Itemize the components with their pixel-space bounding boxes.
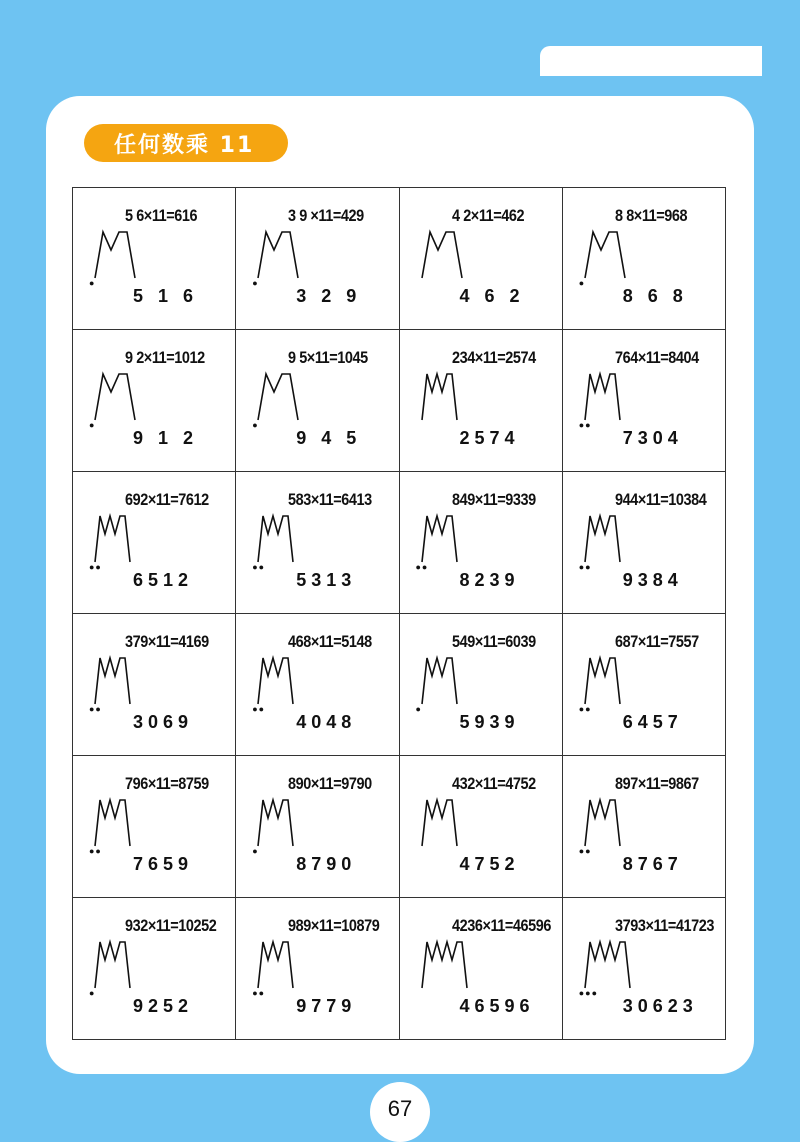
equation-text: 687×11=7557 bbox=[614, 632, 699, 651]
carry-dots: ●● bbox=[578, 562, 592, 572]
example-cell bbox=[236, 330, 399, 472]
result-digits: 8790 bbox=[296, 854, 357, 874]
carry-dots: ● bbox=[578, 278, 586, 288]
equation-text: 549×11=6039 bbox=[451, 632, 536, 651]
result-digits: 5 1 6 bbox=[133, 286, 199, 306]
equation-text: 692×11=7612 bbox=[125, 490, 209, 509]
grid-row bbox=[73, 472, 726, 614]
result-digits: 4048 bbox=[296, 712, 357, 732]
carry-dots: ●●● bbox=[578, 988, 599, 998]
page-number: 67 bbox=[370, 1082, 430, 1142]
carry-dots: ●● bbox=[578, 846, 592, 856]
equation-text: 944×11=10384 bbox=[614, 490, 707, 509]
example-cell bbox=[399, 756, 562, 898]
carry-dots: ● bbox=[252, 420, 259, 430]
zigzag-diagram bbox=[254, 654, 314, 706]
zigzag-diagram bbox=[581, 228, 643, 280]
result-digits: 30623 bbox=[622, 996, 698, 1016]
zigzag-diagram bbox=[581, 370, 641, 422]
carry-dots: ●● bbox=[89, 704, 102, 714]
result-digits: 2574 bbox=[459, 428, 520, 448]
zigzag-diagram bbox=[581, 654, 641, 706]
example-cell bbox=[399, 188, 562, 330]
equation-text: 4 2×11=462 bbox=[451, 206, 524, 225]
result-digits: 8 6 8 bbox=[622, 286, 688, 306]
carry-dots: ● bbox=[89, 988, 96, 998]
equation-text: 897×11=9867 bbox=[614, 774, 699, 793]
top-tab bbox=[540, 46, 762, 76]
result-digits: 4752 bbox=[459, 854, 520, 874]
carry-dots: ●● bbox=[89, 846, 102, 856]
example-cell bbox=[236, 472, 399, 614]
equation-text: 989×11=10879 bbox=[288, 916, 380, 935]
example-cell bbox=[562, 472, 725, 614]
grid-row bbox=[73, 330, 726, 472]
zigzag-diagram bbox=[91, 796, 151, 848]
example-cell bbox=[73, 898, 236, 1040]
equation-text: 3793×11=41723 bbox=[614, 916, 714, 935]
result-digits: 3 2 9 bbox=[296, 286, 362, 306]
example-cell bbox=[236, 756, 399, 898]
result-digits: 6512 bbox=[133, 570, 194, 590]
carry-dots: ●● bbox=[415, 562, 429, 572]
equation-text: 849×11=9339 bbox=[451, 490, 536, 509]
example-cell bbox=[236, 188, 399, 330]
example-cell bbox=[73, 614, 236, 756]
zigzag-diagram bbox=[418, 654, 478, 706]
grid-row bbox=[73, 614, 726, 756]
equation-text: 8 8×11=968 bbox=[614, 206, 687, 225]
equation-text: 5 6×11=616 bbox=[125, 206, 198, 225]
example-cell bbox=[562, 188, 725, 330]
equation-text: 3 9 ×11=429 bbox=[288, 206, 364, 225]
example-cell bbox=[73, 188, 236, 330]
zigzag-diagram bbox=[418, 512, 478, 564]
zigzag-diagram bbox=[91, 228, 153, 280]
zigzag-diagram bbox=[91, 370, 153, 422]
example-cell bbox=[399, 330, 562, 472]
zigzag-diagram bbox=[91, 654, 151, 706]
zigzag-diagram bbox=[91, 512, 151, 564]
result-digits: 9252 bbox=[133, 996, 194, 1016]
example-cell bbox=[73, 472, 236, 614]
example-cell bbox=[73, 756, 236, 898]
carry-dots: ● bbox=[252, 846, 259, 856]
carry-dots: ●● bbox=[252, 562, 266, 572]
result-digits: 7304 bbox=[622, 428, 683, 448]
equation-text: 764×11=8404 bbox=[614, 348, 699, 367]
result-digits: 4 6 2 bbox=[459, 286, 525, 306]
result-digits: 5313 bbox=[296, 570, 357, 590]
carry-dots: ● bbox=[415, 704, 422, 714]
equation-text: 9 5×11=1045 bbox=[288, 348, 368, 367]
grid-row bbox=[73, 898, 726, 1040]
example-cell bbox=[399, 614, 562, 756]
result-digits: 3069 bbox=[133, 712, 194, 732]
zigzag-diagram bbox=[91, 938, 151, 990]
carry-dots: ● bbox=[89, 278, 96, 288]
zigzag-diagram bbox=[418, 228, 480, 280]
result-digits: 46596 bbox=[459, 996, 535, 1016]
result-digits: 9384 bbox=[622, 570, 683, 590]
zigzag-diagram bbox=[581, 512, 641, 564]
zigzag-diagram bbox=[254, 228, 316, 280]
example-cell bbox=[236, 898, 399, 1040]
zigzag-diagram bbox=[254, 938, 314, 990]
example-cell bbox=[562, 898, 725, 1040]
carry-dots: ● bbox=[252, 278, 259, 288]
equation-text: 9 2×11=1012 bbox=[125, 348, 205, 367]
result-digits: 8767 bbox=[622, 854, 683, 874]
zigzag-diagram bbox=[581, 796, 641, 848]
equation-text: 379×11=4169 bbox=[125, 632, 209, 651]
example-cell bbox=[399, 898, 562, 1040]
equation-text: 4236×11=46596 bbox=[451, 916, 551, 935]
multiplication-grid bbox=[72, 187, 726, 1040]
result-digits: 9 4 5 bbox=[296, 428, 362, 448]
result-digits: 6457 bbox=[622, 712, 683, 732]
zigzag-diagram bbox=[418, 796, 478, 848]
carry-dots: ●● bbox=[578, 420, 592, 430]
result-digits: 7659 bbox=[133, 854, 194, 874]
equation-text: 796×11=8759 bbox=[125, 774, 209, 793]
zigzag-diagram bbox=[581, 938, 651, 990]
zigzag-diagram bbox=[254, 512, 314, 564]
carry-dots: ●● bbox=[578, 704, 592, 714]
equation-text: 890×11=9790 bbox=[288, 774, 372, 793]
equation-text: 932×11=10252 bbox=[125, 916, 217, 935]
zigzag-diagram bbox=[254, 370, 316, 422]
carry-dots: ●● bbox=[252, 988, 266, 998]
grid-row bbox=[73, 188, 726, 330]
zigzag-diagram bbox=[418, 938, 488, 990]
result-digits: 9779 bbox=[296, 996, 357, 1016]
result-digits: 5939 bbox=[459, 712, 520, 732]
example-cell bbox=[73, 330, 236, 472]
equation-text: 234×11=2574 bbox=[451, 348, 536, 367]
grid-row bbox=[73, 756, 726, 898]
result-digits: 9 1 2 bbox=[133, 428, 199, 448]
carry-dots: ●● bbox=[89, 562, 102, 572]
example-cell bbox=[236, 614, 399, 756]
carry-dots: ●● bbox=[252, 704, 266, 714]
example-cell bbox=[562, 756, 725, 898]
example-cell bbox=[562, 330, 725, 472]
zigzag-diagram bbox=[418, 370, 478, 422]
equation-text: 583×11=6413 bbox=[288, 490, 372, 509]
carry-dots: ● bbox=[89, 420, 96, 430]
equation-text: 468×11=5148 bbox=[288, 632, 372, 651]
zigzag-diagram bbox=[254, 796, 314, 848]
equation-text: 432×11=4752 bbox=[451, 774, 536, 793]
example-cell bbox=[399, 472, 562, 614]
result-digits: 8239 bbox=[459, 570, 520, 590]
example-cell bbox=[562, 614, 725, 756]
section-title: 任何数乘 11 bbox=[84, 124, 288, 162]
